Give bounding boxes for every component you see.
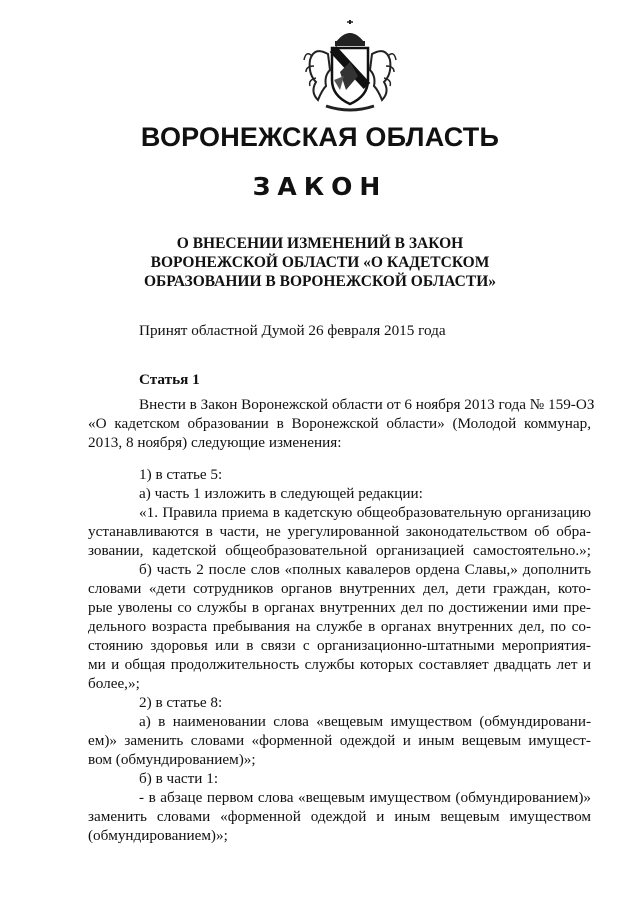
body-line: ми и общая продолжительность службы которых составляет двадцать лет и bbox=[88, 656, 591, 673]
body-line: рые уволены со службы в органах внутренних дел по достижении ими пре- bbox=[88, 599, 591, 616]
body-line: устанавливаются в части, не урегулированной законодательством об обра- bbox=[88, 523, 591, 540]
crown-icon bbox=[335, 20, 365, 46]
body-line: дельного возраста пребывания на службе в органах внутренних дел, по со- bbox=[88, 618, 591, 635]
subject-line-1: О ВНЕСЕНИИ ИЗМЕНЕНИЙ В ЗАКОН bbox=[176, 235, 464, 252]
lion-right-icon bbox=[370, 51, 396, 100]
body-line: ем)» заменить словами «форменной одеждой и иным вещевым имущест- bbox=[88, 732, 591, 749]
body-line: «1. Правила приема в кадетскую общеобразовательную организацию bbox=[139, 504, 591, 521]
body-line: словами «дети сотрудников органов внутренних дел, дети граждан, кото- bbox=[88, 580, 591, 597]
body-line: стоянию здоровья или в связи с организационно-штатными мероприятия- bbox=[88, 637, 591, 654]
subject-line-2: ВОРОНЕЖСКОЙ ОБЛАСТИ «О КАДЕТСКОМ bbox=[150, 254, 490, 271]
body-line: а) часть 1 изложить в следующей редакции: bbox=[139, 485, 423, 502]
body-line: зовании, кадетской общеобразовательной организацией самостоятельно.»; bbox=[88, 542, 591, 559]
body-line: 1) в статье 5: bbox=[139, 466, 223, 483]
body-line: б) часть 2 после слов «полных кавалеров ордена Славы,» дополнить bbox=[139, 561, 591, 578]
shield-icon bbox=[332, 48, 368, 104]
region-title: ВОРОНЕЖСКАЯ ОБЛАСТЬ bbox=[140, 122, 500, 152]
document-type: ЗАКОН bbox=[252, 172, 388, 201]
body-line: «О кадетском образовании в Воронежской области» (Молодой коммунар, bbox=[88, 415, 591, 432]
coat-of-arms-emblem bbox=[300, 20, 400, 116]
body-line: более,»; bbox=[88, 675, 140, 692]
body-line: 2013, 8 ноября) следующие изменения: bbox=[88, 434, 342, 451]
body-line: (обмундированием)»; bbox=[88, 827, 228, 844]
body-line: 2) в статье 8: bbox=[139, 694, 223, 711]
body-line: Внести в Закон Воронежской области от 6 ноября 2013 года № 159-ОЗ bbox=[139, 396, 595, 413]
body-line: - в абзаце первом слова «вещевым имуществом (обмундированием)» bbox=[139, 789, 591, 806]
body-line: вом (обмундированием)»; bbox=[88, 751, 256, 768]
body-line: заменить словами «форменной одеждой и иным вещевым имуществом bbox=[88, 808, 591, 825]
subject-line-3: ОБРАЗОВАНИИ В ВОРОНЕЖСКОЙ ОБЛАСТИ» bbox=[143, 273, 497, 290]
body-line: б) в части 1: bbox=[139, 770, 219, 787]
body-line: а) в наименовании слова «вещевым имуществом (обмундировани- bbox=[139, 713, 591, 730]
lion-left-icon bbox=[304, 51, 330, 100]
adoption-date: Принят областной Думой 26 февраля 2015 года bbox=[139, 322, 446, 339]
article-title: Статья 1 bbox=[139, 371, 200, 388]
